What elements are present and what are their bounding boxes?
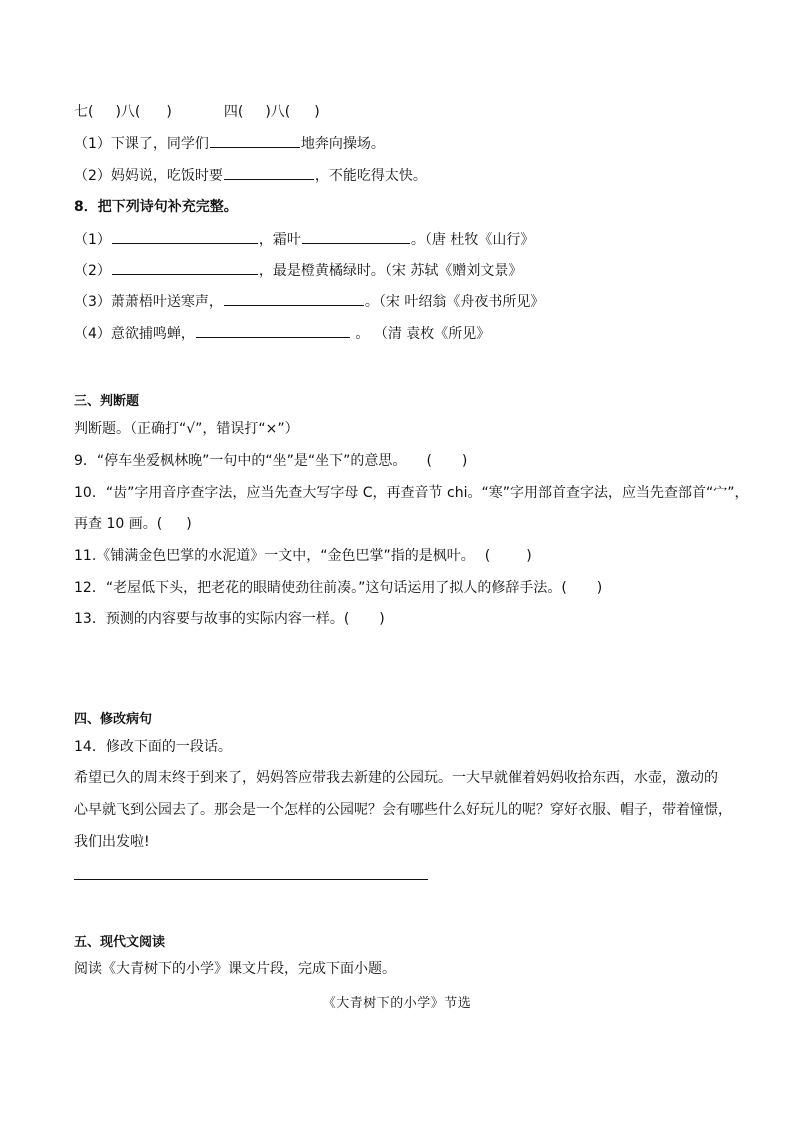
sentence-text: 地奔向操场。 bbox=[300, 136, 385, 152]
answer-line[interactable] bbox=[74, 879, 428, 880]
question-text: 9．“停车坐爱枫林晚”一句中的“坐”是“坐下”的意思。 bbox=[74, 453, 407, 469]
section-heading-reading: 五、现代文阅读 bbox=[74, 935, 166, 950]
item-number: （1） bbox=[74, 232, 111, 248]
question-text: 11.《铺满金色巴掌的水泥道》一文中，“金色巴掌”指的是枫叶。 bbox=[74, 548, 475, 564]
q8-line-3 bbox=[74, 291, 544, 312]
q7-c: ) bbox=[166, 104, 172, 120]
q7-a: 七( bbox=[74, 104, 94, 120]
section-heading-judgement: 三、判断题 bbox=[74, 394, 140, 409]
paren-close: ) bbox=[596, 580, 603, 596]
q7-e: )八( bbox=[265, 104, 291, 120]
paragraph-line-1: 希望已久的周末终于到来了，妈妈答应带我去新建的公园玩。一大早就催着妈妈收拾东西，水壶，激动的 bbox=[74, 770, 718, 786]
q11 bbox=[74, 546, 532, 566]
paragraph-line-2: 心早就飞到公园去了。那会是一个怎样的公园呢？会有哪些什么好玩儿的呢？穿好衣服、帽子，带着憧憬， bbox=[74, 802, 732, 818]
passage-title: 《大青树下的小学》节选 bbox=[322, 996, 472, 1011]
answer-blank[interactable] bbox=[112, 260, 258, 275]
sentence-text: ，不能吃得太快。 bbox=[314, 168, 427, 184]
paren-close: ) bbox=[461, 453, 468, 469]
q7-b: )八( bbox=[115, 104, 141, 120]
item-number: （2） bbox=[74, 263, 111, 279]
item-number: （3） bbox=[74, 294, 111, 310]
poem-source: 。 （清 袁枚《所见》 bbox=[350, 326, 491, 342]
paren-open: ( bbox=[426, 453, 432, 469]
question-text: 12．“老屋低下头，把老花的眼睛使劲往前凑。”这句话运用了拟人的修辞手法。 bbox=[74, 580, 562, 596]
paren-close: ) bbox=[379, 611, 385, 627]
item-number: （4） bbox=[74, 326, 111, 342]
q7-fill-pairs bbox=[74, 102, 320, 122]
paragraph-line-3: 我们出发啦! bbox=[74, 834, 150, 850]
q7-sentence-1 bbox=[74, 133, 385, 154]
paren-open: ( bbox=[156, 516, 163, 532]
answer-blank[interactable] bbox=[210, 133, 300, 148]
paren-open: ( bbox=[484, 548, 491, 564]
q8-title: 8．把下列诗句补充完整。 bbox=[74, 199, 238, 215]
sentence-text: 妈妈说，吃饭时要 bbox=[110, 168, 223, 184]
q10-line-2 bbox=[74, 514, 192, 534]
answer-blank[interactable] bbox=[224, 291, 364, 306]
q7-sentence-2 bbox=[74, 165, 427, 186]
q8-line-2 bbox=[74, 260, 522, 281]
q8-line-1 bbox=[74, 229, 534, 250]
q7-d: 四( bbox=[223, 104, 244, 120]
paren-open: ( bbox=[343, 611, 350, 627]
section-heading-revise: 四、修改病句 bbox=[74, 712, 153, 727]
q13 bbox=[74, 609, 385, 629]
q14-title: 14．修改下面的一段话。 bbox=[74, 739, 232, 755]
answer-blank[interactable] bbox=[224, 165, 314, 180]
q7-f: ) bbox=[314, 104, 320, 120]
q10-line-1: 10．“齿”字用音序查字法，应当先查大写字母 C，再查音节 chi。“寒”字用部首查字法，应当先查部首“宀”， bbox=[74, 485, 749, 501]
q8-line-4 bbox=[74, 323, 490, 344]
judgement-intro: 判断题。（正确打“√”，错误打“×”） bbox=[74, 421, 299, 437]
poem-text: 萧萧梧叶送寒声， bbox=[110, 294, 223, 310]
item-number: （2） bbox=[74, 168, 111, 184]
answer-blank[interactable] bbox=[112, 229, 258, 244]
q9 bbox=[74, 451, 467, 471]
poem-source: 。（唐 杜牧《山行》 bbox=[410, 232, 535, 248]
paren-close: ) bbox=[526, 548, 532, 564]
poem-text: 意欲捕鸣蝉， bbox=[110, 326, 195, 342]
q12 bbox=[74, 578, 602, 598]
sentence-text: 下课了，同学们 bbox=[110, 136, 209, 152]
poem-source: ，最是橙黄橘绿时。（宋 苏轼《赠刘文景》 bbox=[258, 263, 523, 279]
poem-source: 。（宋 叶绍翁《舟夜书所见》 bbox=[364, 294, 545, 310]
paren-open: ( bbox=[561, 580, 567, 596]
paren-close: ) bbox=[186, 516, 192, 532]
item-number: （1） bbox=[74, 136, 111, 152]
question-text: 再查 10 画。 bbox=[74, 516, 157, 532]
answer-blank[interactable] bbox=[196, 323, 350, 338]
answer-blank[interactable] bbox=[302, 229, 410, 244]
reading-intro: 阅读《大青树下的小学》课文片段，完成下面小题。 bbox=[74, 961, 396, 977]
question-text: 13．预测的内容要与故事的实际内容一样。 bbox=[74, 611, 344, 627]
poem-text: ，霜叶 bbox=[258, 232, 301, 248]
